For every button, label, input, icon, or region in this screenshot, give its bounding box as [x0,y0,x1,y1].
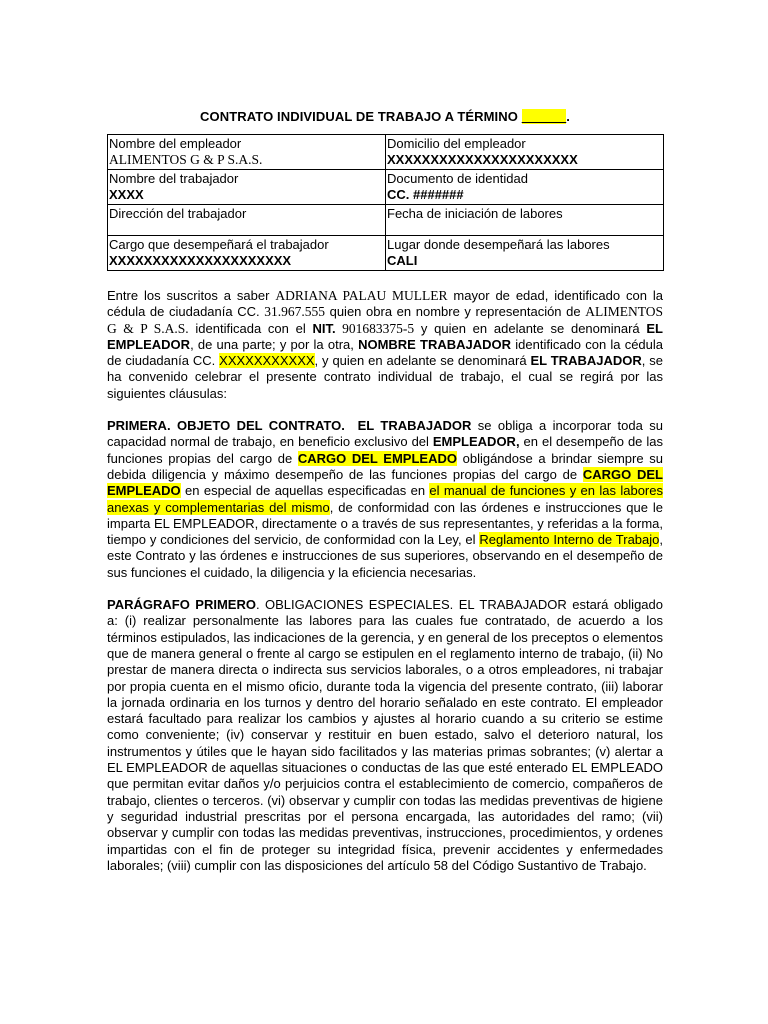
intro-text: , de una parte; y por la otra, [190,336,359,352]
title-blank [522,109,567,124]
worker-address-cell [108,205,386,236]
id-document-value: CC. ####### [387,187,464,202]
id-document-cell [386,170,664,205]
employer-name-cell [108,135,386,170]
manual-highlight: el manual de funciones y en las labores anexas y complementarias del mismo [107,483,663,515]
clause-text: , este Contrato y las órdenes e instrucciones de sus superiores, observando en el desempeño de sus funciones el cuidado, la diligencia y la eficiencia necesarias. [107,532,664,580]
worker-term: EL TRABAJADOR [357,418,472,434]
intro-text: quien obra en nombre y representación de [324,304,586,320]
employer-term: EL EMPLEADOR [107,320,664,352]
employer-address-value: XXXXXXXXXXXXXXXXXXXXXX [387,152,578,167]
employer-name-label: Nombre del empleador [109,136,242,151]
employer-address-label: Domicilio del empleador [387,136,526,151]
company-name: ALIMENTOS G & P S.A.S. [107,304,663,336]
clause-text: se obliga a incorporar toda su capacidad normal de trabajo, en beneficio exclusivo del [107,418,663,450]
start-date-label: Fecha de iniciación de labores [387,206,563,221]
employer-term: EMPLEADOR, [432,434,520,450]
position-value: XXXXXXXXXXXXXXXXXXXXX [109,253,292,268]
nit-label: NIT. [312,320,336,336]
employer-address-cell [386,135,664,170]
clause-text: en el desempeño de las funciones propias del cargo de [107,434,663,466]
position-highlight: CARGO DEL EMPLEADO [297,450,457,466]
intro-text: y quien en adelante se denominará [414,320,647,336]
intro-paragraph [107,288,663,402]
clause-text: obligándose a brindar siempre su debida diligencia y máximo desempeño de las funciones propias del cargo de [107,450,663,482]
paragrafo-text: . OBLIGACIONES ESPECIALES. EL TRABAJADOR estará obligado a: (i) realizar personalmente las labores para las cuales fue contratado, de acuerdo a los términos estipulados, las indicaciones de la gerencia, y en general de los preceptos o elementos que de manera general o frente al cargo se estipulen en el reglamento interno de trabajo, (ii) No prestar de manera directa o indirecta sus servicios laborales, o a otros empleadores, ni trabajar por propia cuenta en el mismo oficio, durante toda la vigencia del presente contrato, (iii) laborar la jornada ordinaria en los turnos y dentro del horario señalado en este contrato. El empleador estará facultado para realizar los cambios y ajustes al horario cuando a su criterio se estime como conveniente; (iv) conservar y restituir en buen estado, salvo el deterioro natural, los instrumentos y útiles que le hayan sido facilitados y las materias primas sobrantes; (v) alertar a EL EMPLEADOR de aquellas situaciones o conductas de las que esté enterado EL EMPLEADO que permitan evitar daños y/o perjuicios contra el establecimiento de comercio, compañeros de trabajo, clientes o terceros. (vi) observar y cumplir con todas las medidas preventivas de higiene y seguridad industrial prescritas por el persona encargada, las autoridades del ramo; (vii) observar y cumplir con todas las medidas preventivas, instrucciones, procedimientos, y ordenes impartidas con el fin de proteger su integridad física, prevenir accidentes y enfermedades laborales; (viii) cumplir con las disposiciones del artículo 58 del Código Sustantivo de Trabajo. [107,597,663,873]
paragrafo-heading: PARÁGRAFO PRIMERO [107,597,256,613]
worker-address-label: Dirección del trabajador [109,206,247,221]
table-row [108,170,664,205]
table-row [108,236,664,271]
employer-name-value: ALIMENTOS G & P S.A.S. [109,152,263,167]
worker-term: EL TRABAJADOR [530,353,642,369]
clause-space [345,418,358,433]
id-document-label: Documento de identidad [387,171,528,186]
regulation-highlight: Reglamento Interno de Trabajo [479,532,660,548]
worker-name-value: XXXX [109,187,144,202]
table-row [108,135,664,170]
intro-text: , se ha convenido celebrar el presente contrato individual de trabajo, el cual se regirá por las siguientes cláusulas: [107,353,663,401]
contract-title [107,108,663,126]
paragrafo-primero [107,597,663,874]
intro-text: identificada con el [188,320,313,336]
worker-name-term: NOMBRE TRABAJADOR [358,336,512,352]
intro-text: mayor de edad, identificado con la cédula de ciudadanía CC. [107,288,663,320]
position-highlight: CARGO DEL EMPLEADO [107,466,663,499]
intro-text: , y quien en adelante se denominará [314,353,531,369]
workplace-value: CALI [387,253,418,268]
representative-cc: 31.967.555 [264,304,325,320]
start-date-cell [386,205,664,236]
intro-text: Entre los suscritos a saber [107,288,276,303]
clause-text: en especial de aquellas especificadas en [180,483,430,499]
position-label: Cargo que desempeñará el trabajador [109,237,329,252]
worker-cc-highlight: XXXXXXXXXXX [219,353,315,369]
clause-heading: PRIMERA. OBJETO DEL CONTRATO. [107,418,345,434]
title-text: CONTRATO INDIVIDUAL DE TRABAJO A TÉRMINO [200,109,518,124]
contract-info-table [107,134,664,271]
representative-name: ADRIANA PALAU MULLER [275,288,448,303]
intro-text: identificado con la cédula de ciudadanía CC. [107,336,664,369]
position-cell [108,236,386,271]
clause-primera [107,418,663,581]
nit-value: 901683375-5 [335,320,415,336]
title-end: . [566,109,570,124]
workplace-label: Lugar donde desempeñará las labores [387,237,610,252]
clause-text: , de conformidad con las órdenes e instrucciones que le imparta EL EMPLEADOR, directamente o a través de sus representantes, y referidas a la forma, tiempo y condiciones del servicio, de conformidad con la Ley, el [107,499,663,548]
table-row [108,205,664,236]
worker-name-cell [108,170,386,205]
workplace-cell [386,236,664,271]
worker-name-label: Nombre del trabajador [109,171,239,186]
